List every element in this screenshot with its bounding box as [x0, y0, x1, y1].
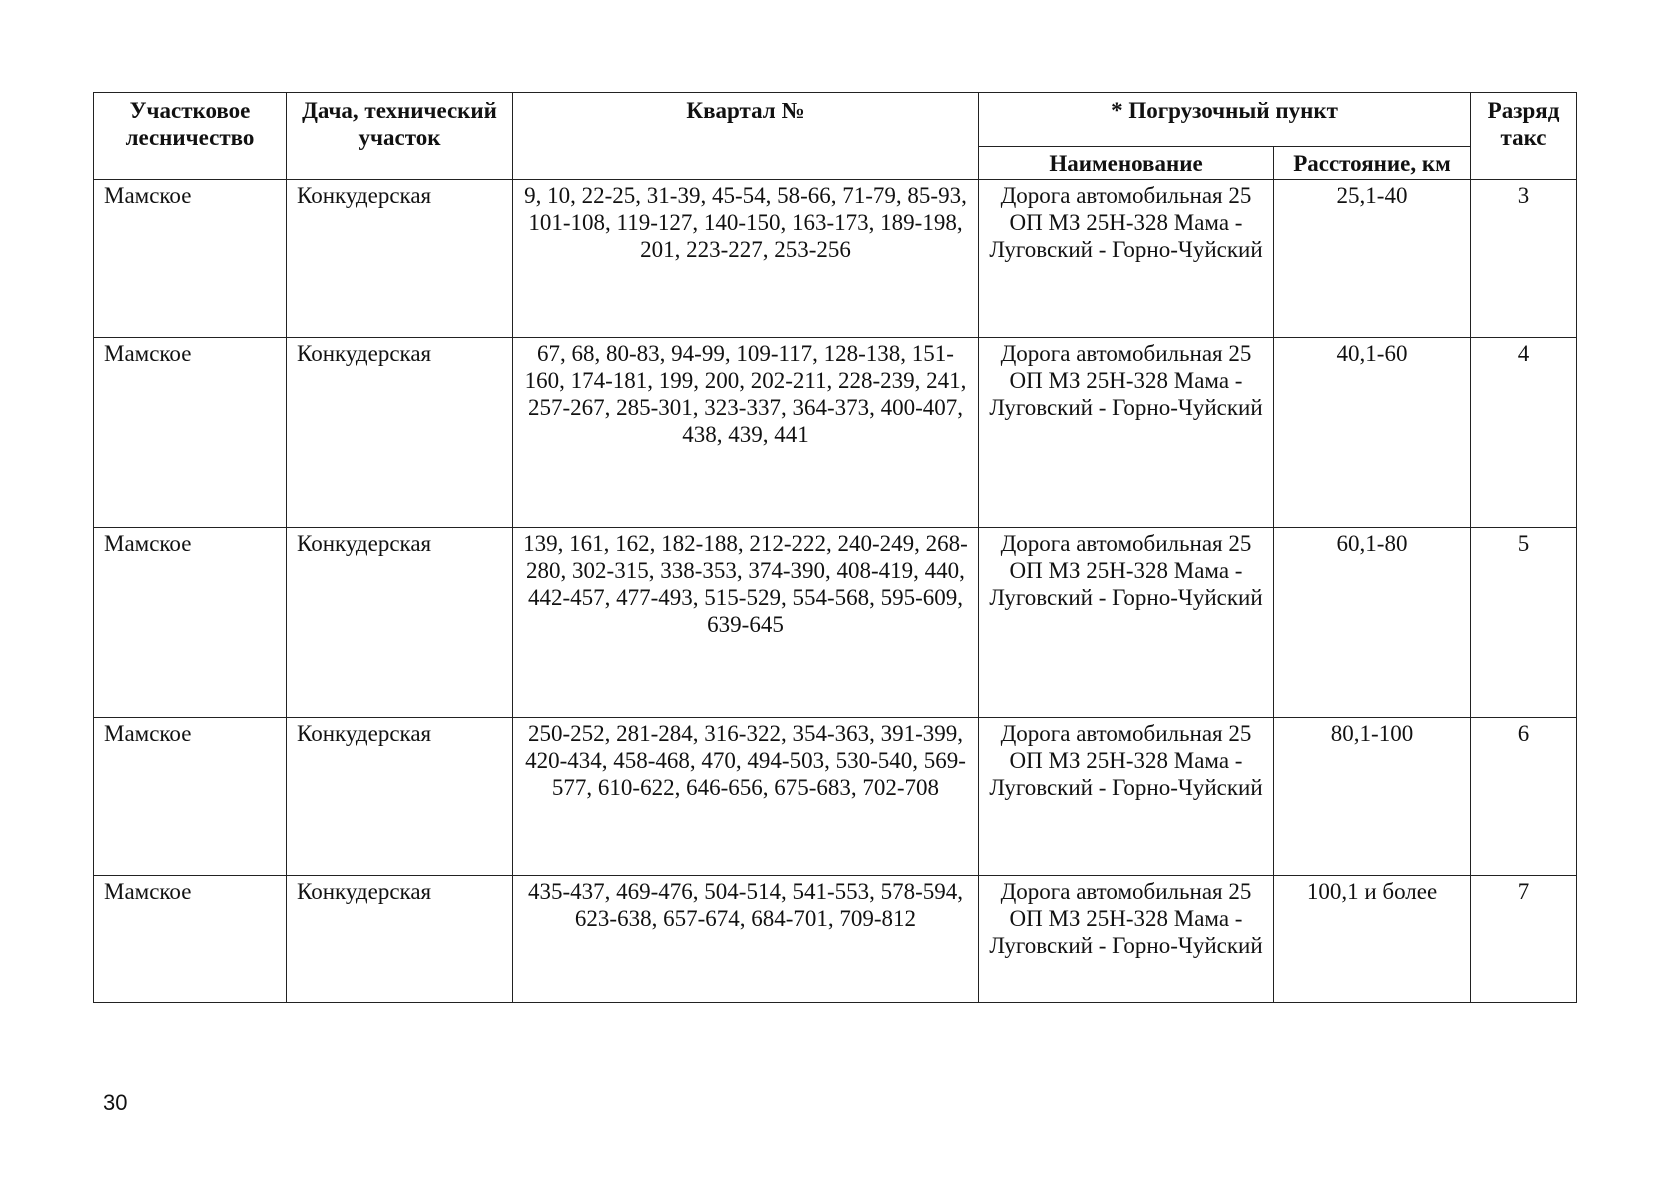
cell-name: Дорога автомобильная 25 ОП МЗ 25Н-328 Мама - Луговский - Горно-Чуйский — [979, 180, 1274, 338]
cell-kvartal: 250-252, 281-284, 316-322, 354-363, 391-399, 420-434, 458-468, 470, 494-503, 530-540, 569-577, 610-622, 646-656, 675-683, 702-708 — [513, 718, 979, 876]
cell-forestry: Мамское — [94, 718, 287, 876]
cell-name: Дорога автомобильная 25 ОП МЗ 25Н-328 Мама - Луговский - Горно-Чуйский — [979, 718, 1274, 876]
header-kvartal: Квартал № — [513, 93, 979, 180]
cell-kvartal: 139, 161, 162, 182-188, 212-222, 240-249, 268-280, 302-315, 338-353, 374-390, 408-419, 440, 442-457, 477-493, 515-529, 554-568, 595-609, 639-645 — [513, 528, 979, 718]
cell-distance: 40,1-60 — [1274, 338, 1471, 528]
cell-distance: 25,1-40 — [1274, 180, 1471, 338]
header-name: Наименование — [979, 147, 1274, 180]
cell-forestry: Мамское — [94, 876, 287, 1003]
cell-dacha: Конкудерская — [287, 180, 513, 338]
cell-distance: 60,1-80 — [1274, 528, 1471, 718]
cell-rank: 5 — [1471, 528, 1577, 718]
cell-forestry: Мамское — [94, 528, 287, 718]
header-dacha: Дача, технический участок — [287, 93, 513, 180]
cell-rank: 4 — [1471, 338, 1577, 528]
cell-kvartal: 67, 68, 80-83, 94-99, 109-117, 128-138, 151-160, 174-181, 199, 200, 202-211, 228-239, 241, 257-267, 285-301, 323-337, 364-373, 400-407, 438, 439, 441 — [513, 338, 979, 528]
cell-dacha: Конкудерская — [287, 718, 513, 876]
loading-points-table — [93, 92, 1577, 1003]
cell-forestry: Мамское — [94, 338, 287, 528]
table-row — [94, 528, 1577, 718]
header-loading-point: * Погрузочный пункт — [979, 93, 1471, 147]
table-row — [94, 180, 1577, 338]
cell-rank: 3 — [1471, 180, 1577, 338]
header-distance: Расстояние, км — [1274, 147, 1471, 180]
cell-name: Дорога автомобильная 25 ОП МЗ 25Н-328 Мама - Луговский - Горно-Чуйский — [979, 876, 1274, 1003]
table-row — [94, 338, 1577, 528]
cell-kvartal: 435-437, 469-476, 504-514, 541-553, 578-594, 623-638, 657-674, 684-701, 709-812 — [513, 876, 979, 1003]
cell-kvartal: 9, 10, 22-25, 31-39, 45-54, 58-66, 71-79, 85-93, 101-108, 119-127, 140-150, 163-173, 189-198, 201, 223-227, 253-256 — [513, 180, 979, 338]
cell-dacha: Конкудерская — [287, 528, 513, 718]
page-number: 30 — [103, 1090, 128, 1115]
cell-dacha: Конкудерская — [287, 876, 513, 1003]
cell-distance: 100,1 и более — [1274, 876, 1471, 1003]
cell-name: Дорога автомобильная 25 ОП МЗ 25Н-328 Мама - Луговский - Горно-Чуйский — [979, 528, 1274, 718]
cell-rank: 7 — [1471, 876, 1577, 1003]
header-rank: Разряд такс — [1471, 93, 1577, 180]
table-row — [94, 876, 1577, 1003]
header-forestry: Участковое лесничество — [94, 93, 287, 180]
cell-rank: 6 — [1471, 718, 1577, 876]
cell-dacha: Конкудерская — [287, 338, 513, 528]
cell-forestry: Мамское — [94, 180, 287, 338]
cell-distance: 80,1-100 — [1274, 718, 1471, 876]
cell-name: Дорога автомобильная 25 ОП МЗ 25Н-328 Мама - Луговский - Горно-Чуйский — [979, 338, 1274, 528]
table-row — [94, 718, 1577, 876]
table-header-row — [94, 93, 1577, 147]
